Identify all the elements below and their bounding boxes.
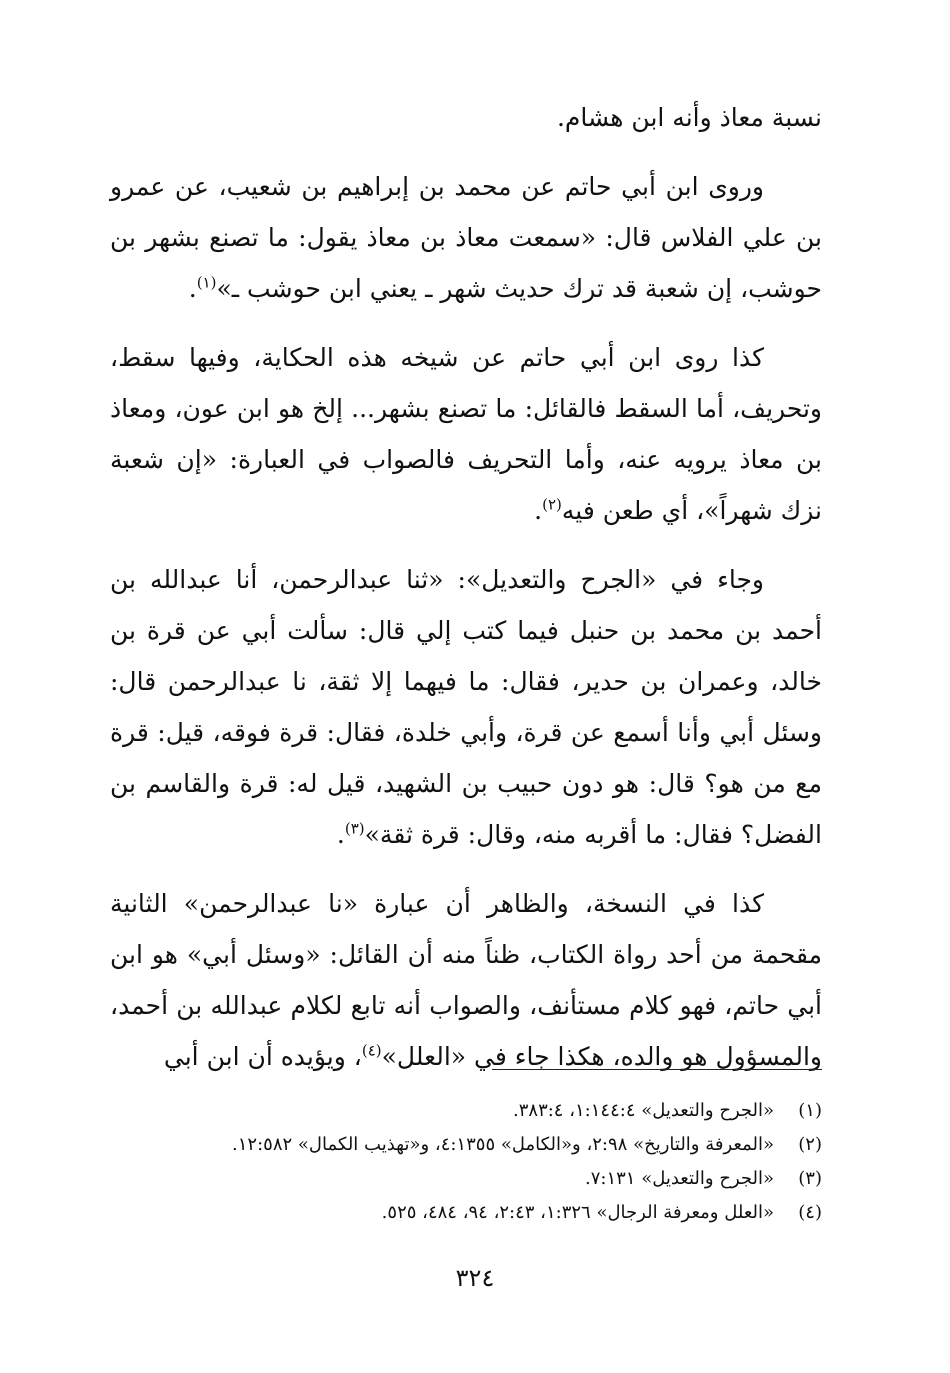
paragraph-text: كذا في النسخة، والظاهر أن عبارة «نا عبدالرحمن» الثانية مقحمة من أحد رواة الكتاب، ظناً منه أن القائل: «وسئل أبي» هو ابن أبي حاتم، فهو كلام مستأنف، والصواب أنه تابع لكلام عبدالله بن أحمد، والمسؤول هو والده، هكذا جاء في «العلل» bbox=[110, 889, 822, 1071]
footnote bbox=[110, 1196, 822, 1230]
footnote-ref: (٤) bbox=[361, 1041, 382, 1060]
paragraph bbox=[110, 332, 822, 536]
paragraph-text: وروى ابن أبي حاتم عن محمد بن إبراهيم بن شعيب، عن عمرو بن علي الفلاس قال: «سمعت معاذ بن معاذ يقول: ما تصنع بشهر بن حوشب، إن شعبة قد ترك حديث شهر ـ يعني ابن حوشب ـ» bbox=[110, 172, 822, 303]
paragraph-tail: . bbox=[336, 820, 345, 849]
paragraph bbox=[110, 161, 822, 314]
footnote-separator bbox=[492, 1069, 822, 1070]
paragraph bbox=[110, 92, 822, 143]
footnote-text: «الجرح والتعديل» ١:١٤٤:٤، ٣٨٣:٤. bbox=[513, 1100, 774, 1121]
footnote bbox=[110, 1162, 822, 1196]
paragraph-text: وجاء في «الجرح والتعديل»: «ثنا عبدالرحمن، أنا عبدالله بن أحمد بن محمد بن حنبل فيما كتب إلي قال: سألت أبي عن قرة بن خالد، وعمران بن حدير، فقال: ما فيهما إلا ثقة، نا عبدالرحمن قال: وسئل أبي وأنا أسمع عن قرة، وأبي خلدة، فقال: قرة فوقه، قيل: قرة مع من هو؟ قال: هو دون حبيب بن الشهيد، قيل له: قرة والقاسم بن الفضل؟ فقال: ما أقربه منه، وقال: قرة ثقة» bbox=[110, 565, 822, 849]
footnote-number: (٤) bbox=[798, 1202, 822, 1223]
paragraph-text: كذا روى ابن أبي حاتم عن شيخه هذه الحكاية، وفيها سقط، وتحريف، أما السقط فالقائل: ما تصنع بشهر... إلخ هو ابن عون، ومعاذ بن معاذ يرويه عنه، وأما التحريف فالصواب في العبارة: «إن شعبة نزك شهراً»، أي طعن فيه bbox=[110, 343, 822, 525]
footnote-ref: (٣) bbox=[344, 819, 365, 838]
main-text bbox=[110, 92, 822, 1082]
paragraph bbox=[110, 878, 822, 1082]
footnote-text: «المعرفة والتاريخ» ٢:٩٨، و«الكامل» ٤:١٣٥٥، و«تهذيب الكمال» ١٢:٥٨٢. bbox=[232, 1134, 774, 1155]
footnote-text: «العلل ومعرفة الرجال» ١:٣٢٦، ٢:٤٣، ٩٤، ٤٨٤، ٥٢٥. bbox=[381, 1202, 774, 1223]
footnote bbox=[110, 1094, 822, 1128]
footnote-number: (٣) bbox=[798, 1168, 822, 1189]
footnote-number: (١) bbox=[798, 1100, 822, 1121]
footnote bbox=[110, 1128, 822, 1162]
paragraph-tail: . bbox=[534, 496, 543, 525]
paragraph bbox=[110, 554, 822, 860]
paragraph-tail: ، ويؤيده أن ابن أبي bbox=[163, 1042, 362, 1071]
footnote-text: «الجرح والتعديل» ٧:١٣١. bbox=[585, 1168, 774, 1189]
footnote-ref: (٢) bbox=[542, 495, 562, 514]
paragraph-tail: . bbox=[188, 274, 197, 303]
page-number: ٣٢٤ bbox=[455, 1264, 495, 1292]
footnote-number: (٢) bbox=[798, 1134, 822, 1155]
paragraph-text: نسبة معاذ وأنه ابن هشام. bbox=[556, 103, 822, 132]
footnote-ref: (١) bbox=[196, 273, 217, 292]
footnotes-list bbox=[110, 1094, 822, 1230]
